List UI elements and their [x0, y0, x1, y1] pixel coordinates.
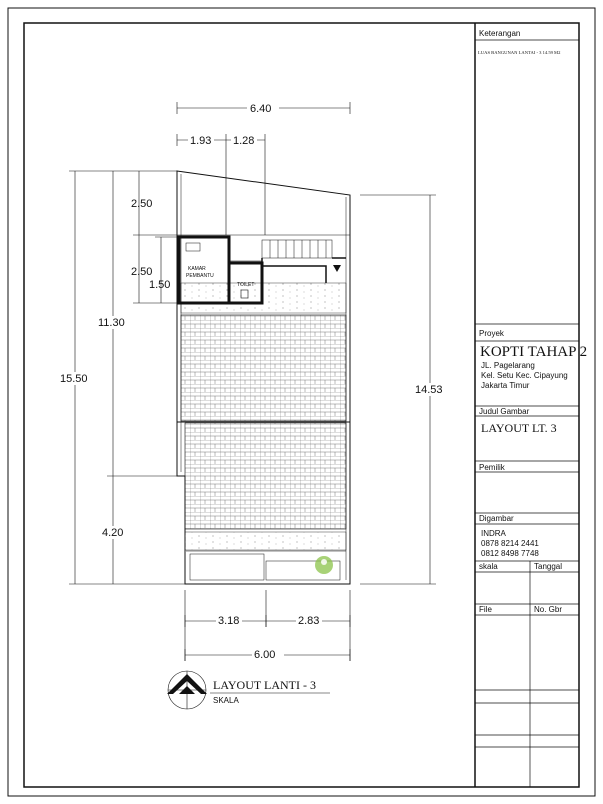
dim-left-total: 15.50	[60, 373, 88, 385]
room-toilet-label: TOILET	[237, 282, 255, 288]
skala-label: skala	[479, 562, 498, 571]
dim-bottom-total: 6.00	[254, 649, 276, 661]
keterangan-label: Keterangan	[479, 29, 521, 38]
stair-arrow-icon	[333, 265, 341, 272]
room-kamar-label-2: PEMBANTU	[186, 273, 214, 279]
dim-top-right: 1.28	[233, 135, 255, 147]
title-symbol-icon	[167, 671, 207, 709]
tiled-area-lower	[185, 423, 346, 529]
judul-label: Judul Gambar	[479, 407, 530, 416]
stair	[262, 240, 346, 283]
dim-left-e: 4.20	[102, 527, 124, 539]
luas-bangunan-text: LUAS BANGUNAN LANTAI - 3 14.59 M2	[478, 50, 561, 55]
no-gbr-label: No. Gbr	[534, 605, 563, 614]
judul-value: LAYOUT LT. 3	[481, 421, 557, 435]
phone2: 0812 8498 7748	[481, 549, 539, 558]
slab-strip-lower	[185, 532, 346, 550]
dim-left-c: 1.50	[149, 279, 171, 291]
dim-top-total: 6.40	[250, 103, 272, 115]
digambar-label: Digambar	[479, 514, 514, 523]
floor-plan	[177, 171, 350, 584]
digambar-name: INDRA	[481, 529, 506, 538]
dim-bottom-left: 3.18	[218, 615, 240, 627]
tiled-area-upper	[181, 315, 346, 421]
drawing-subtitle: SKALA	[213, 696, 239, 705]
address-line1: JL. Pagelarang	[481, 361, 535, 370]
file-label: File	[479, 605, 492, 614]
dim-top-left: 1.93	[190, 135, 212, 147]
dim-bottom-right: 2.83	[298, 615, 320, 627]
dim-right-total: 14.53	[415, 384, 443, 396]
address-line3: Jakarta Timur	[481, 381, 530, 390]
phone1: 0878 8214 2441	[481, 539, 539, 548]
proyek-name: KOPTI TAHAP 2	[480, 344, 588, 360]
tanggal-label: Tanggal	[534, 562, 563, 571]
dim-left-b: 2.50	[131, 266, 153, 278]
pemilik-label: Pemilik	[479, 463, 505, 472]
dim-left-d: 11.30	[98, 317, 125, 329]
proyek-label: Proyek	[479, 329, 504, 338]
dim-left-a: 2.50	[131, 198, 153, 210]
address-line2: Kel. Setu Kec. Cipayung	[481, 371, 568, 380]
room-kamar-label-1: KAMAR	[188, 266, 206, 272]
drawing-title: LAYOUT LANTI - 3	[213, 678, 316, 692]
